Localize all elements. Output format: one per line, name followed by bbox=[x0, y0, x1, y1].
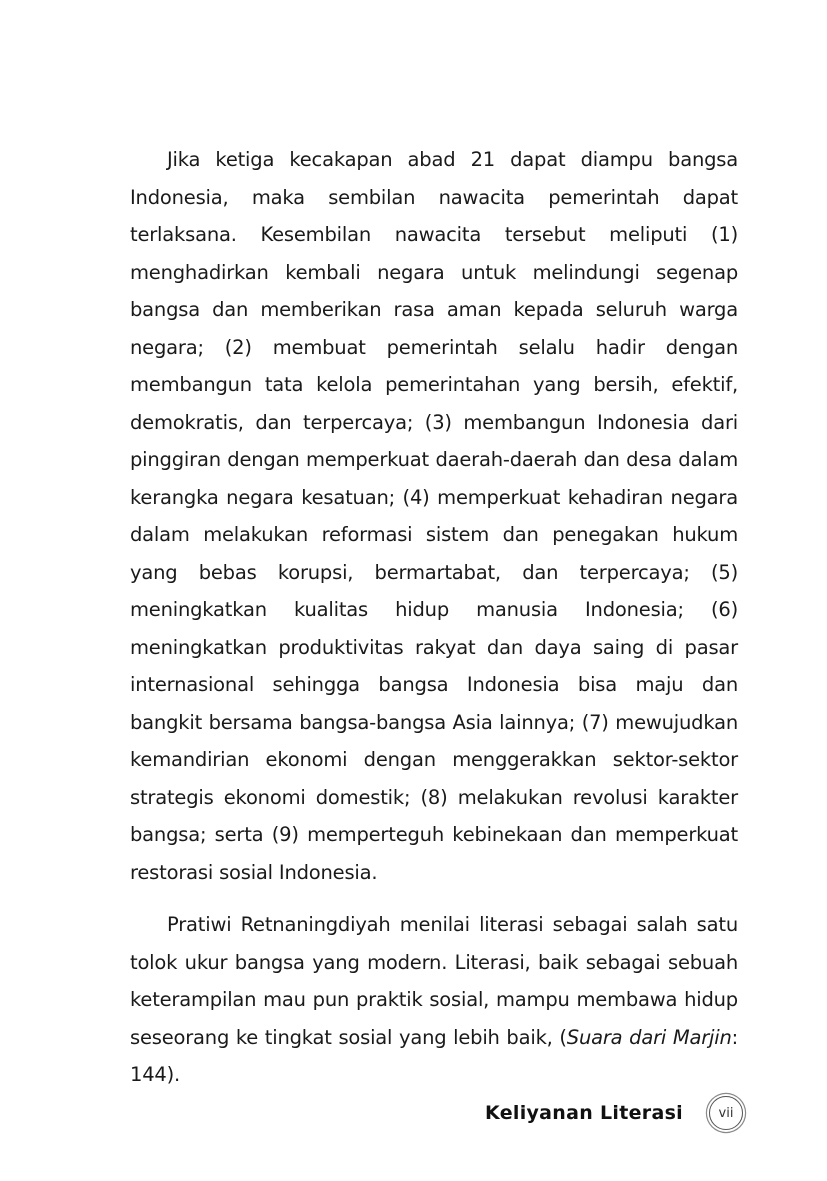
paragraph-literasi-text: Pratiwi Retnaningdiyah menilai literasi sebagai salah satu tolok ukur bangsa yang modern. Literasi, baik sebagai sebuah keterampilan mau pun praktik sosial, mampu membawa hidup seseorang ke tingkat sosial yang lebih baik, ( bbox=[130, 913, 738, 1049]
body-text bbox=[130, 141, 738, 1094]
running-footer-title: Keliyanan Literasi bbox=[485, 1102, 683, 1124]
page-footer bbox=[485, 1092, 743, 1134]
page-number-badge bbox=[709, 1096, 743, 1130]
paragraph-nawacita: Jika ketiga kecakapan abad 21 dapat diampu bangsa Indonesia, maka sembilan nawacita pemerintah dapat terlaksana. Kesembilan nawacita tersebut meliputi (1) menghadirkan kembali negara untuk melindungi segenap bangsa dan memberikan rasa aman kepada seluruh warga negara; (2) membuat pemerintah selalu hadir dengan membangun tata kelola pemerintahan yang bersih, efektif, demokratis, dan terpercaya; (3) membangun Indonesia dari pinggiran dengan memperkuat daerah-daerah dan desa dalam kerangka negara kesatuan; (4) memperkuat kehadiran negara dalam melakukan reformasi sistem dan penegakan hukum yang bebas korupsi, bermartabat, dan terpercaya; (5) meningkatkan kualitas hidup manusia Indonesia; (6) meningkatkan produktivitas rakyat dan daya saing di pasar internasional sehingga bangsa Indonesia bisa maju dan bangkit bersama bangsa-bangsa Asia lainnya; (7) mewujudkan kemandirian ekonomi dengan menggerakkan sektor-sektor strategis ekonomi domestik; (8) melakukan revolusi karakter bangsa; serta (9) memperteguh kebinekaan dan memperkuat restorasi sosial Indonesia. bbox=[130, 148, 738, 884]
paragraph-literasi bbox=[130, 906, 738, 1094]
citation-page: : 144). bbox=[130, 1025, 738, 1086]
page-number: vii bbox=[718, 1105, 734, 1121]
citation-title: Suara dari Marjin bbox=[566, 1025, 732, 1049]
